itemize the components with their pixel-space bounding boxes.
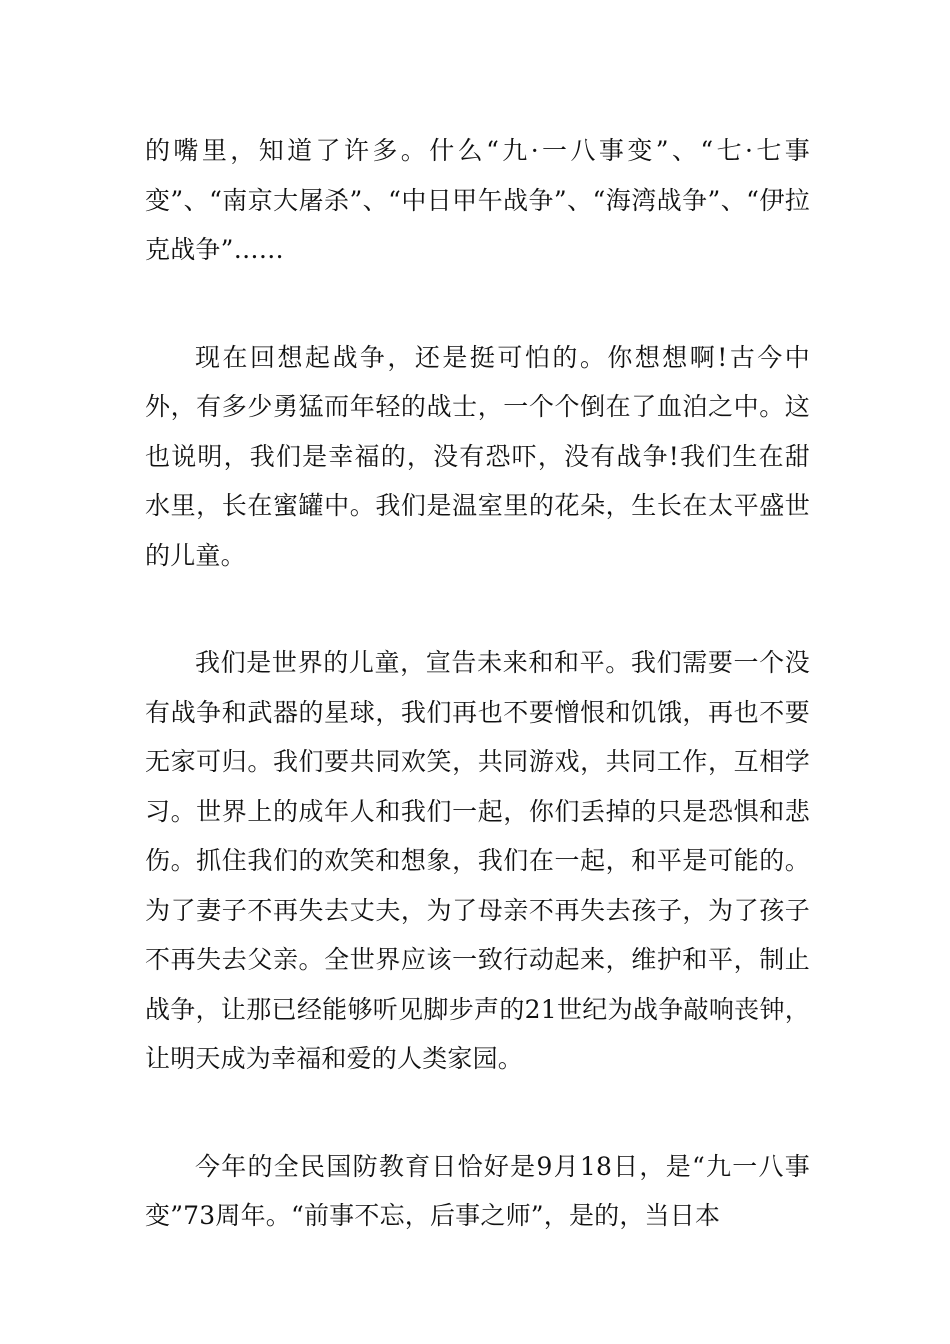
paragraph-3: 我们是世界的儿童，宣告未来和和平。我们需要一个没有战争和武器的星球，我们再也不要憎恨和饥饿，再也不要无家可归。我们要共同欢笑，共同游戏，共同工作，互相学习。世界上的成年人和我们一起，你们丢掉的只是恐惧和悲伤。抓住我们的欢笑和想象，我们在一起，和平是可能的。为了妻子不再失去丈夫，为了母亲不再失去孩子，为了孩子不再失去父亲。全世界应该一致行动起来，维护和平，制止战争，让那已经能够听见脚步声的21世纪为战争敲响丧钟，让明天成为幸福和爱的人类家园。: [145, 648, 810, 1073]
paragraph-2: 现在回想起战争，还是挺可怕的。你想想啊!古今中外，有多少勇猛而年轻的战士，一个个倒在了血泊之中。这也说明，我们是幸福的，没有恐吓，没有战争!我们生在甜水里，长在蜜罐中。我们是温室里的花朵，生长在太平盛世的儿童。: [145, 342, 810, 570]
paragraph-gap: [145, 580, 810, 638]
paragraph-gap: [145, 275, 810, 333]
paragraph-1: 的嘴里，知道了许多。什么“九·一八事变”、“七·七事变”、“南京大屠杀”、“中日甲午战争”、“海湾战争”、“伊拉克战争”……: [145, 136, 810, 264]
paragraph-4: 今年的全民国防教育日恰好是9月18日，是“九一八事变”73周年。“前事不忘，后事之师”，是的，当日本: [145, 1151, 810, 1230]
paragraph-gap: [145, 1084, 810, 1142]
document-page: [145, 126, 810, 1241]
